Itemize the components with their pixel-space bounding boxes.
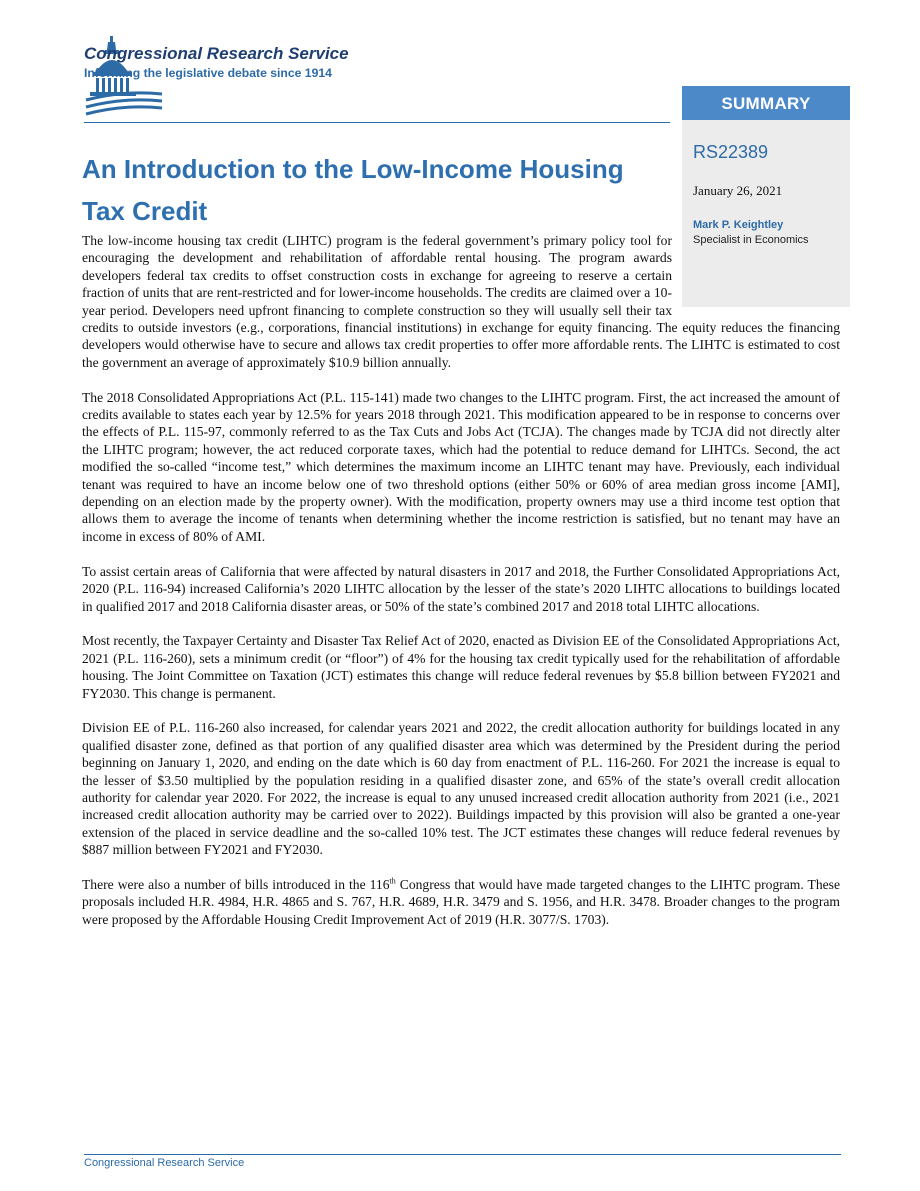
summary-label: SUMMARY [682,86,850,120]
header-divider [84,122,670,123]
paragraph: Most recently, the Taxpayer Certainty and Disaster Tax Relief Act of 2020, enacted as Division EE of the Consolidated Appropriations Act, 2021 (P.L. 116-260), sets a minimum credit (or “floor”) of 4% for the housing tax credit typically used for the rehabilitation of affordable housing. The Joint Committee on Taxation (JCT) estimates this change will reduce federal revenues by $5.8 billion between FY2021 and FY2030. This change is permanent. [82,633,840,701]
author-name[interactable]: Mark P. Keightley [693,219,784,231]
report-date: January 26, 2021 [693,183,783,198]
org-name: Congressional Research Service [84,44,349,63]
paragraph: Division EE of P.L. 116-260 also increased, for calendar years 2021 and 2022, the credit allocation authority for buildings located in any qualified disaster zone, defined as that portion of any qualified disaster area which was determined by the President during the period beginning on January 1, 2020, and ending on the date which is 60 day from enactment of P.L. 116-260. For 2021 the increase is equal to the lesser of $3.50 multiplied by the population residing in a qualified disaster zone, and 65% of the state’s overall credit allocation authority for calendar year 2020. For 2022, the increase is equal to any unused increased credit allocation authority from 2021 (i.e., 2021 increased credit allocation authority may be carried over to 2022). Buildings impacted by this provision will also be granted a one-year extension of the placed in service deadline and the so-called 10% test. The JCT estimates these changes will reduce federal revenues by $887 million between FY2021 and FY2030. [82,720,840,858]
paragraph: To assist certain areas of California that were affected by natural disasters in 2017 and 2018, the Further Consolidated Appropriations Act, 2020 (P.L. 116-94) increased California’s 2020 LIHTC allocation by the lesser of the state’s 2020 LIHTC allocations to buildings located in qualified 2017 and 2018 California disaster areas, or 50% of the state’s combined 2017 and 2018 total LIHTC allocations. [82,563,840,614]
sidebar-wrap-spacer [672,232,840,310]
paragraph-text: Congress that would have made targeted changes to the LIHTC program. These proposals included H.R. 4984, H.R. 4865 and S. 767, H.R. 4689, H.R. 3479 and S. 1956, and H.R. 3478. Broader changes to the program were proposed by the Affordable Housing Credit Improvement Act of 2019 (H.R. 3077/S. 1703). [82,876,840,927]
ordinal-suffix: th [389,876,396,886]
summary-body [82,232,840,946]
paragraph: The low-income housing tax credit (LIHTC) program is the federal government’s primary policy tool for encouraging the development and rehabilitation of affordable rental housing. The program awards developers federal tax credits to offset construction costs in exchange for agreeing to reserve a certain fraction of units that are rent-restricted and for lower-income households. The credits are claimed over a 10-year period. Developers need upfront financing to complete construction so they will usually sell their tax credits to outside investors (e.g., corporations, financial institutions) in exchange for equity financing. The equity reduces the financing developers would otherwise have to secure and allows tax credit properties to offer more affordable rents. The LIHTC is estimated to cost the government an average of approximately $10.9 billion annually. [82,233,840,370]
org-tagline: Informing the legislative debate since 1914 [84,66,332,80]
paragraph [82,876,840,928]
report-number: RS22389 [693,142,769,162]
author-title: Specialist in Economics [693,234,809,246]
paragraph: The 2018 Consolidated Appropriations Act (P.L. 115-141) made two changes to the LIHTC program. First, the act increased the amount of credits available to states each year by 12.5% for years 2018 through 2021. This modification appeared to be in response to concerns over the effects of P.L. 115-97, commonly referred to as the Tax Cuts and Jobs Act (TCJA). The changes made by TCJA did not directly alter the LIHTC program; however, the act reduced corporate taxes, which had the potential to reduce demand for LIHTCs. Second, the act modified the so-called “income test,” which determines the maximum income an LIHTC tenant may have. Previously, each individual tenant was required to have an income below one of two threshold options (either 50% or 60% of area median gross income [AMI], depending on an election made by the property owner). With the modification, property owners may use a third income test option that allows them to average the income of tenants when determining whether the income restriction is satisfied, but no tenant may have an income in excess of 80% of AMI. [82,389,840,544]
footer-divider [84,1154,841,1155]
footer-org-name: Congressional Research Service [84,1157,245,1169]
paragraph-text: There were also a number of bills introduced in the 116 [82,876,390,892]
document-title: An Introduction to the Low-Income Housing Tax Credit [82,154,624,226]
